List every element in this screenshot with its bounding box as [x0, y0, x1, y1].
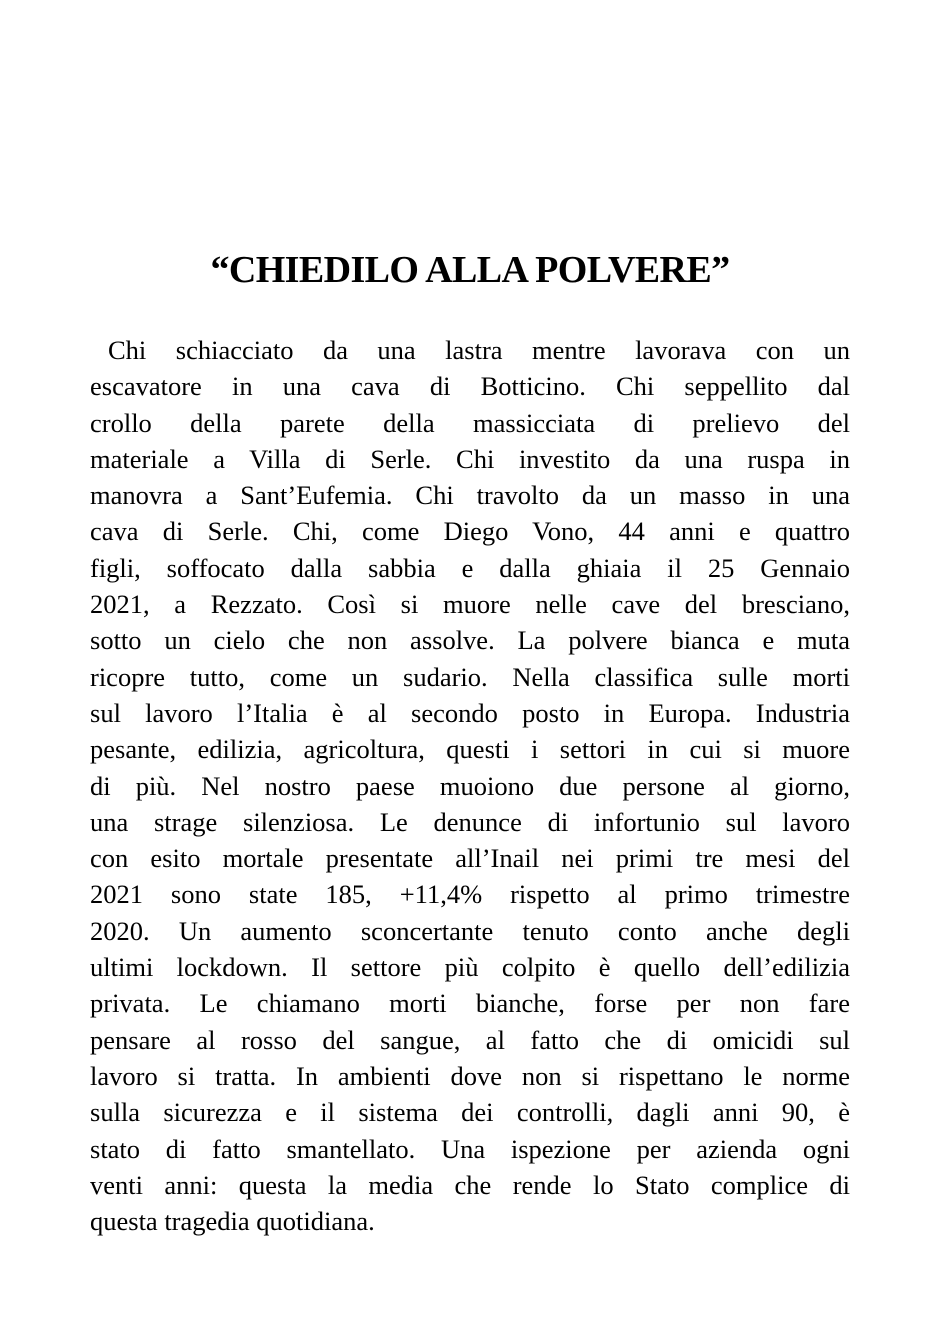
- paragraph-line: pesante, edilizia, agricoltura, questi i settori in cui si muore: [90, 734, 850, 765]
- paragraph-line: ricopre tutto, come un sudario. Nella classifica sulle morti: [90, 661, 850, 692]
- paragraph-line: lavoro si tratta. In ambienti dove non si rispettano le norme: [90, 1060, 850, 1091]
- paragraph-line: venti anni: questa la media che rende lo Stato complice di: [90, 1169, 850, 1200]
- paragraph-line: privata. Le chiamano morti bianche, forse per non fare: [90, 988, 850, 1019]
- paragraph-line: 2020. Un aumento sconcertante tenuto conto anche degli: [90, 915, 850, 946]
- paragraph-line: cava di Serle. Chi, come Diego Vono, 44 anni e quattro: [90, 516, 850, 547]
- paragraph-line: sulla sicurezza e il sistema dei controlli, dagli anni 90, è: [90, 1097, 850, 1128]
- paragraph-line: con esito mortale presentate all’Inail nei primi tre mesi del: [90, 843, 850, 874]
- paragraph-line: stato di fatto smantellato. Una ispezione per azienda ogni: [90, 1133, 850, 1164]
- paragraph-line: manovra a Sant’Eufemia. Chi travolto da un masso in una: [90, 480, 850, 511]
- paragraph-line: una strage silenziosa. Le denunce di infortunio sul lavoro: [90, 806, 850, 837]
- document-title: “CHIEDILO ALLA POLVERE”: [210, 249, 730, 291]
- paragraph-line: materiale a Villa di Serle. Chi investito da una ruspa in: [90, 443, 850, 474]
- paragraph-line: questa tragedia quotidiana.: [90, 1206, 375, 1237]
- paragraph-line: ultimi lockdown. Il settore più colpito è quello dell’edilizia: [90, 952, 850, 983]
- paragraph-line: Chi schiacciato da una lastra mentre lavorava con un: [108, 335, 850, 365]
- paragraph-line: 2021 sono state 185, +11,4% rispetto al primo trimestre: [90, 879, 850, 910]
- paragraph-line: di più. Nel nostro paese muoiono due persone al giorno,: [90, 770, 850, 801]
- paragraph-line: escavatore in una cava di Botticino. Chi seppellito dal: [90, 371, 850, 402]
- paragraph-line: figli, soffocato dalla sabbia e dalla ghiaia il 25 Gennaio: [90, 552, 850, 583]
- paragraph-line: sotto un cielo che non assolve. La polvere bianca e muta: [90, 625, 850, 656]
- paragraph-line: 2021, a Rezzato. Così si muore nelle cave del bresciano,: [90, 589, 850, 620]
- paragraph-line: crollo della parete della massicciata di prelievo del: [90, 407, 850, 438]
- body-paragraph: [90, 332, 850, 1239]
- paragraph-line: sul lavoro l’Italia è al secondo posto in Europa. Industria: [90, 697, 850, 728]
- paragraph-line: pensare al rosso del sangue, al fatto che di omicidi sul: [90, 1024, 850, 1055]
